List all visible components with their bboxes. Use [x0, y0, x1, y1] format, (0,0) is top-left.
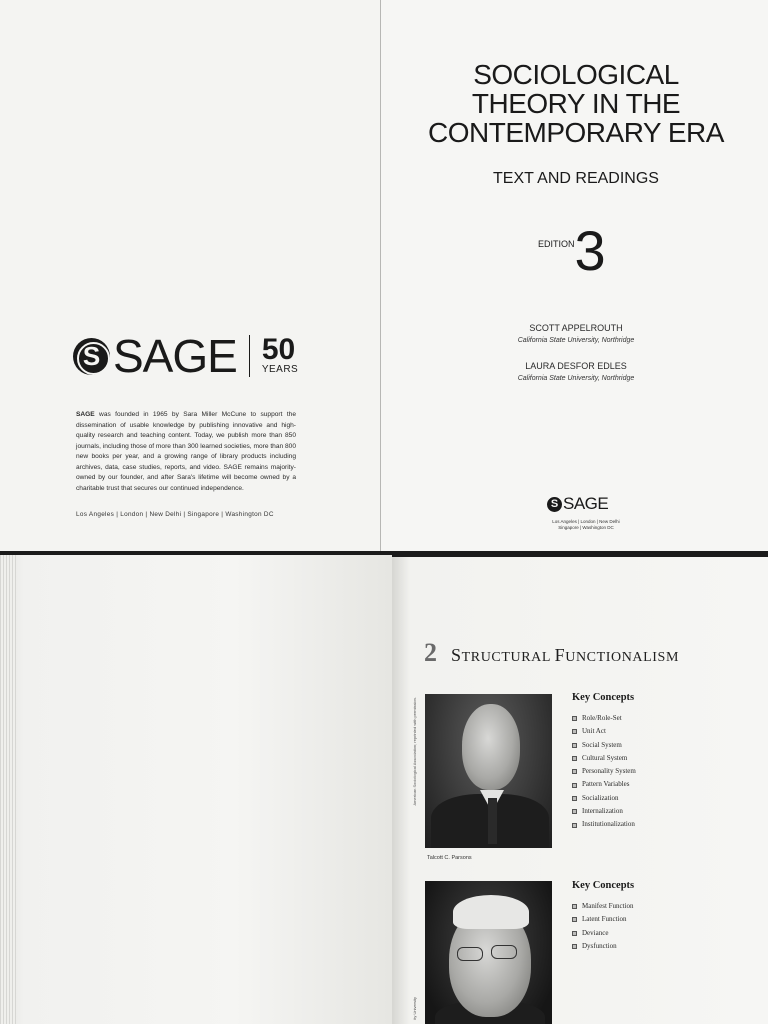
- bullet-icon: [572, 904, 577, 909]
- sage-logo-icon: S: [73, 338, 110, 375]
- bullet-icon: [572, 917, 577, 922]
- publisher-blurb: [76, 410, 296, 494]
- copyright-page: [0, 0, 381, 551]
- key-concepts-box: [572, 879, 742, 953]
- anniversary-word: YEARS: [261, 364, 299, 375]
- key-concepts-box: [572, 691, 742, 832]
- bullet-icon: [572, 809, 577, 814]
- anniversary-badge: [261, 333, 299, 376]
- key-concepts-list: [572, 712, 742, 832]
- sage-logo-icon: S: [547, 497, 562, 512]
- title-line: CONTEMPORARY ERA: [428, 117, 724, 148]
- book-title: [411, 60, 741, 147]
- key-concepts-list: [572, 900, 742, 953]
- list-item: Social System: [572, 739, 742, 752]
- bullet-icon: [572, 944, 577, 949]
- sage-wordmark: SAGE: [113, 330, 237, 382]
- photo-caption: Talcott C. Parsons: [427, 855, 472, 861]
- portrait-photo: [425, 881, 552, 1024]
- key-concepts-title: Key Concepts: [572, 880, 635, 891]
- list-item: Institutionalization: [572, 818, 742, 831]
- author-name: SCOTT APPELROUTH: [529, 323, 623, 333]
- page-edge: [0, 555, 16, 1024]
- sage-wordmark: SAGE: [563, 494, 609, 513]
- publisher-cities: Los Angeles | London | New Delhi Singapore | Washington DC: [552, 519, 620, 530]
- list-item: Cultural System: [572, 752, 742, 765]
- chapter-number: 2: [424, 638, 437, 667]
- bullet-icon: [572, 796, 577, 801]
- list-item: Pattern Variables: [572, 778, 742, 791]
- list-item: Personality System: [572, 765, 742, 778]
- bullet-icon: [572, 769, 577, 774]
- edition-number: 3: [574, 219, 604, 282]
- list-item: Dysfunction: [572, 940, 742, 953]
- logo-divider: [249, 335, 250, 377]
- list-item: Internalization: [572, 805, 742, 818]
- sage-logo: [547, 496, 608, 512]
- key-concepts-title: Key Concepts: [572, 692, 635, 703]
- photo-credit: American Sociological Association; reprinted with permission.: [412, 697, 417, 806]
- portrait-photo: [425, 694, 552, 848]
- sage-50-logo: [73, 330, 299, 382]
- bullet-icon: [572, 823, 577, 828]
- title-page: [381, 0, 768, 551]
- publisher-cities: Los Angeles | London | New Delhi | Singapore | Washington DC: [76, 511, 274, 518]
- edition-mark: [538, 219, 604, 282]
- bullet-icon: [572, 729, 577, 734]
- author-affiliation: California State University, Northridge: [517, 375, 635, 382]
- list-item: Latent Function: [572, 913, 742, 926]
- blank-page: [0, 555, 392, 1024]
- list-item: Role/Role-Set: [572, 712, 742, 725]
- anniversary-number: 50: [261, 333, 296, 366]
- title-line: THEORY IN THE: [471, 88, 681, 119]
- list-item: Socialization: [572, 792, 742, 805]
- author-affiliation: California State University, Northridge: [517, 337, 635, 344]
- list-item: Manifest Function: [572, 900, 742, 913]
- chapter-opening-page: [392, 557, 768, 1024]
- bullet-icon: [572, 716, 577, 721]
- list-item: Deviance: [572, 927, 742, 940]
- chapter-heading: [424, 639, 679, 668]
- chapter-title: STRUCTURAL FUNCTIONALISM: [451, 645, 679, 665]
- bullet-icon: [572, 756, 577, 761]
- bullet-icon: [572, 931, 577, 936]
- bullet-icon: [572, 783, 577, 788]
- book-subtitle: TEXT AND READINGS: [493, 170, 659, 187]
- bullet-icon: [572, 743, 577, 748]
- bottom-spread: [0, 551, 768, 1024]
- author-name: LAURA DESFOR EDLES: [525, 361, 627, 371]
- title-line: SOCIOLOGICAL: [473, 59, 679, 90]
- list-item: Unit Act: [572, 725, 742, 738]
- blurb-lead: SAGE: [76, 411, 95, 418]
- photo-credit: ity University: [412, 997, 417, 1020]
- blurb-body: was founded in 1965 by Sara Miller McCune to support the dissemination of usable knowledge by publishing innovative and high-quality research and teaching content. Today, we publish more than 850 journals, including those of more than 300 learned societies, more than 800 new books per year, and a growing range of library products including archives, data, case studies, reports, and video. SAGE remains majority-owned by our founder, and after Sara's lifetime will become owned by a charitable trust that secures our continued independence.: [76, 411, 296, 492]
- edition-label: EDITION: [538, 239, 575, 249]
